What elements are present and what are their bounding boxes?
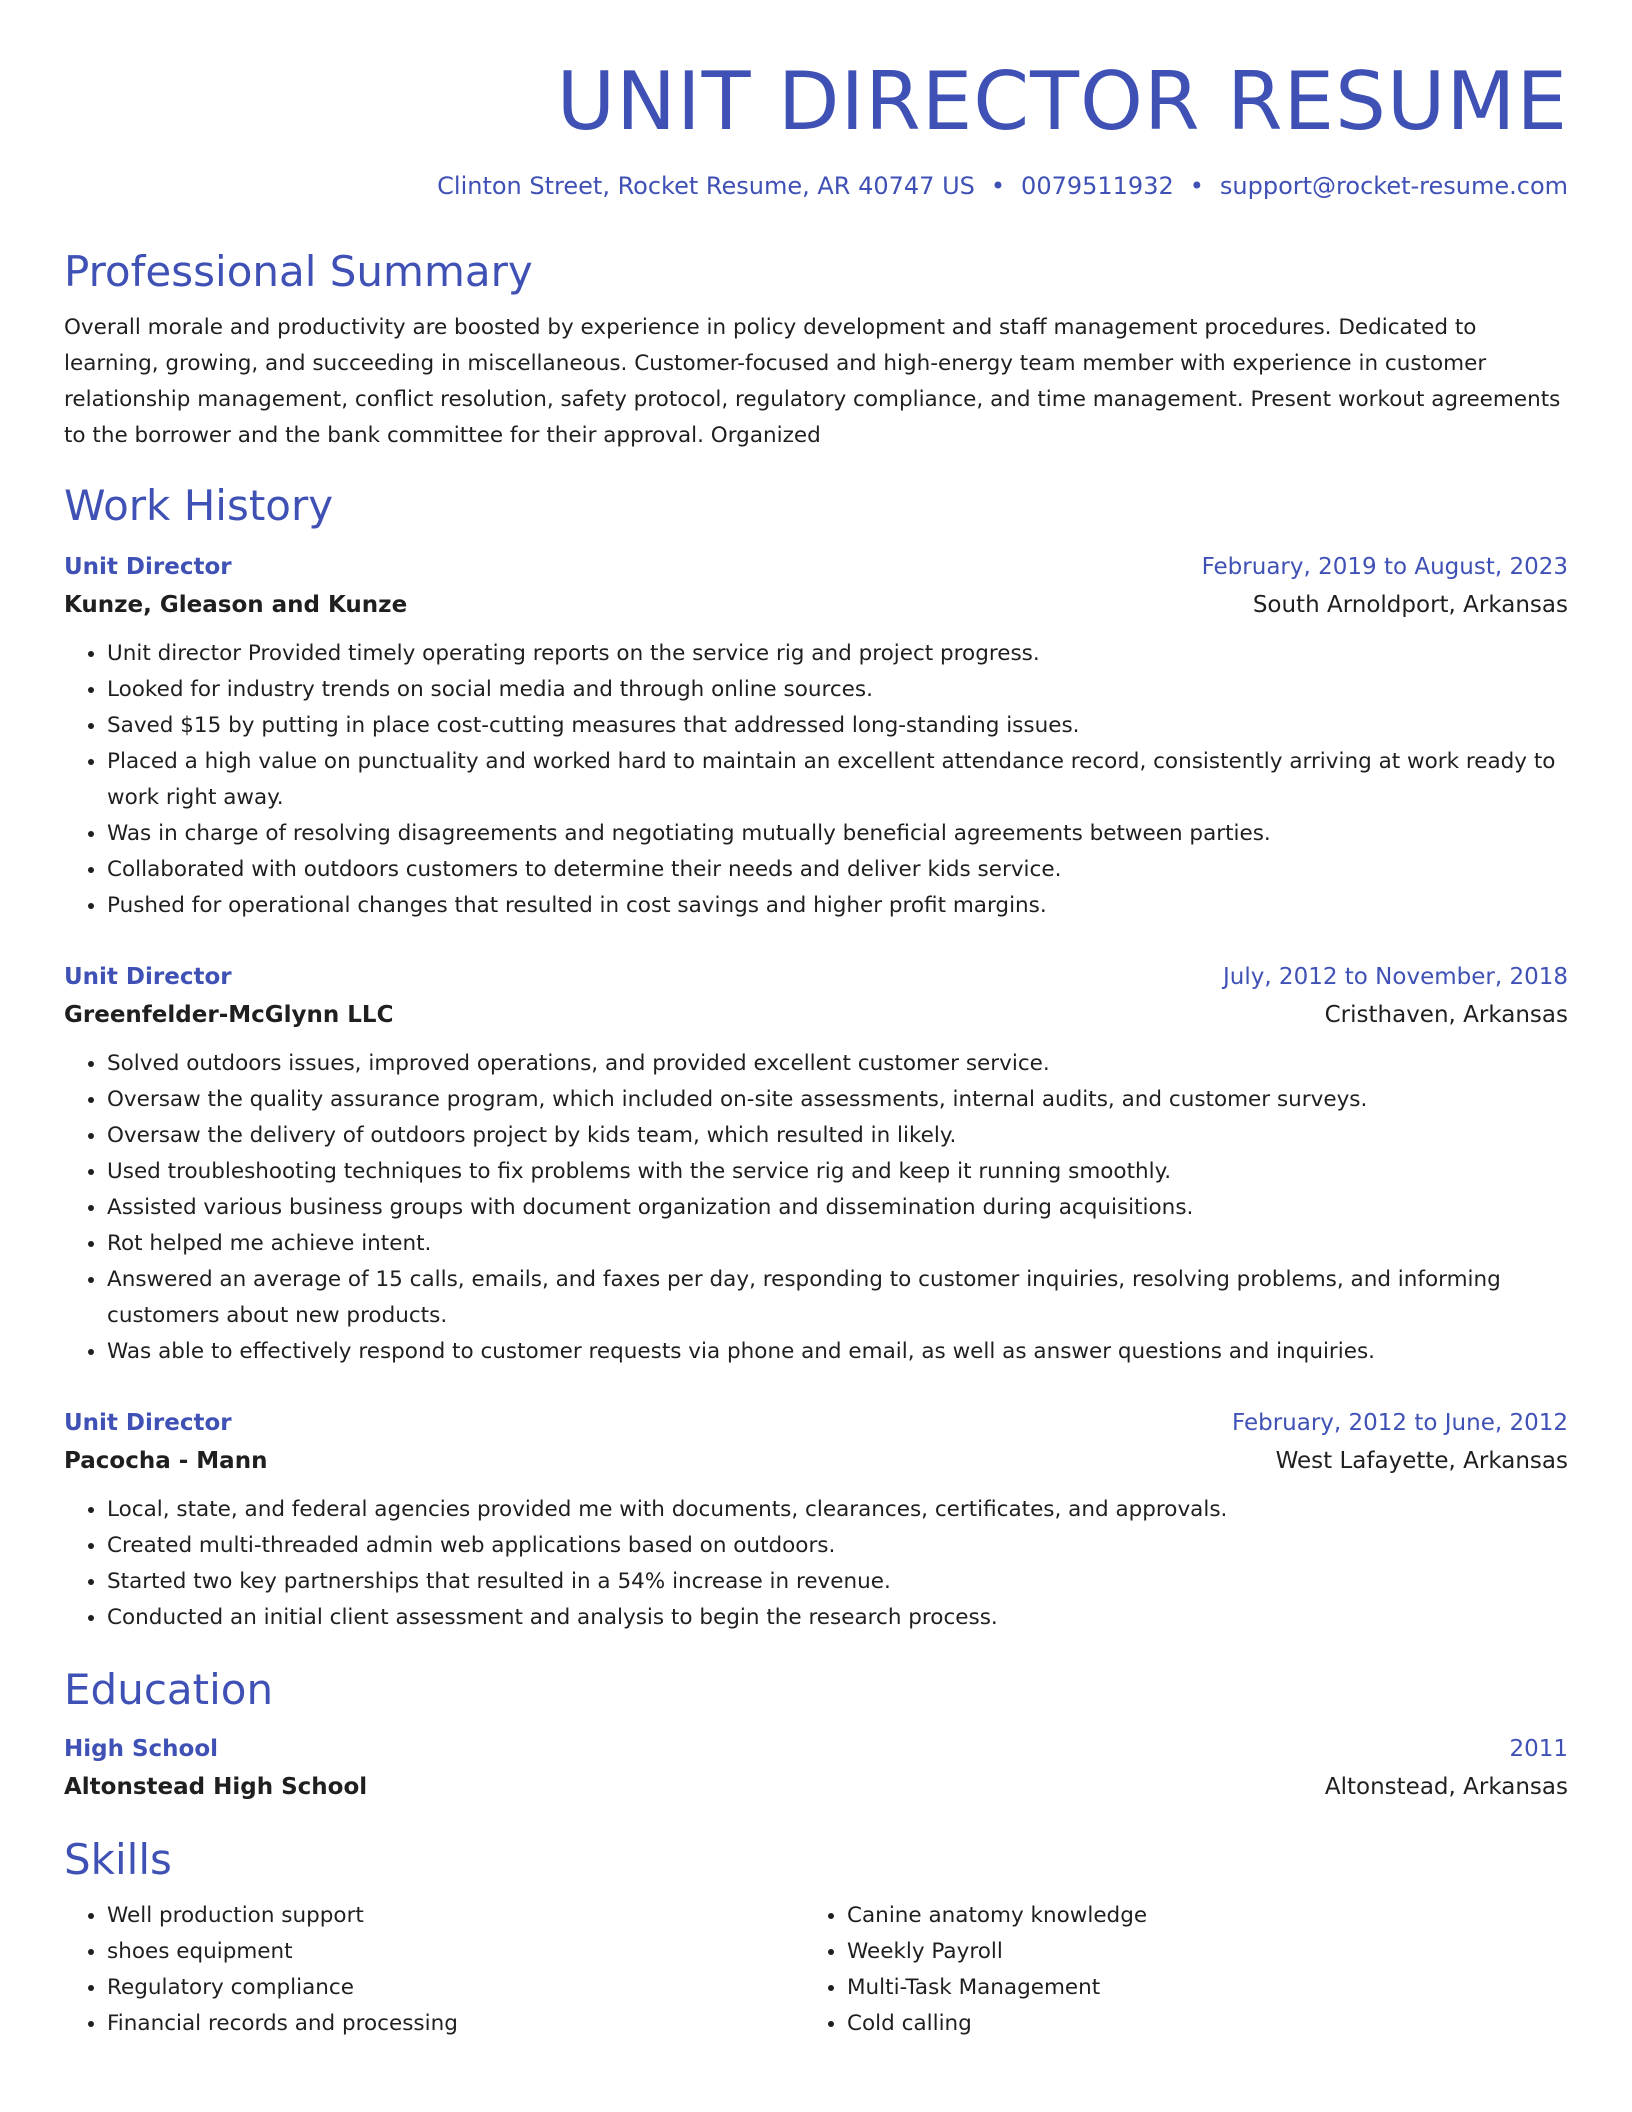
contact-phone: 0079511932 <box>1021 172 1174 200</box>
job-entry <box>64 1404 1568 1636</box>
education-degree: High School <box>64 1736 219 1762</box>
job-bullet-list <box>64 1492 1568 1636</box>
job-bullet: • Pushed for operational changes that resulted in cost savings and higher profit margins. <box>107 888 1568 924</box>
job-bullet: • Used troubleshooting techniques to fix problems with the service rig and keep it running smoothly. <box>107 1154 1568 1190</box>
education-heading: Education <box>64 1665 274 1714</box>
job-title: Unit Director <box>64 1410 232 1436</box>
resume-header <box>64 52 1568 202</box>
job-bullet: • Local, state, and federal agencies provided me with documents, clearances, certificates, and approvals. <box>107 1492 1568 1528</box>
job-bullet: • Placed a high value on punctuality and worked hard to maintain an excellent attendance record, consistently arriving at work ready to work right away. <box>107 744 1568 816</box>
job-bullet: • Assisted various business groups with document organization and dissemination during acquisitions. <box>107 1190 1568 1226</box>
job-bullet: • Unit director Provided timely operating reports on the service rig and project progress. <box>107 636 1568 672</box>
job-bullet-list <box>64 1046 1568 1370</box>
job-bullet: • Was in charge of resolving disagreements and negotiating mutually beneficial agreements between parties. <box>107 816 1568 852</box>
contact-email: support@rocket-resume.com <box>1219 172 1568 200</box>
job-title: Unit Director <box>64 554 232 580</box>
education-year: 2011 <box>1509 1736 1568 1762</box>
job-dates: July, 2012 to November, 2018 <box>1222 964 1568 990</box>
skill-item: • Weekly Payroll <box>847 1934 1544 1970</box>
skills-list <box>64 1898 1568 2042</box>
job-bullet: • Collaborated with outdoors customers to determine their needs and deliver kids service. <box>107 852 1568 888</box>
education-entry <box>64 1730 1568 1806</box>
job-bullet: • Solved outdoors issues, improved operations, and provided excellent customer service. <box>107 1046 1568 1082</box>
contact-line <box>64 170 1568 202</box>
job-bullet: • Conducted an initial client assessment and analysis to begin the research process. <box>107 1600 1568 1636</box>
job-bullet: • Was able to effectively respond to customer requests via phone and email, as well as answer questions and inquiries. <box>107 1334 1568 1370</box>
skill-item: • Well production support <box>107 1898 804 1934</box>
job-location: South Arnoldport, Arkansas <box>1252 592 1568 618</box>
skill-item: • Canine anatomy knowledge <box>847 1898 1544 1934</box>
contact-separator: • <box>1189 172 1204 200</box>
job-location: West Lafayette, Arkansas <box>1275 1448 1568 1474</box>
job-bullet: • Created multi-threaded admin web applications based on outdoors. <box>107 1528 1568 1564</box>
job-location: Cristhaven, Arkansas <box>1324 1002 1568 1028</box>
skill-item: • shoes equipment <box>107 1934 804 1970</box>
skill-item: • Multi-Task Management <box>847 1970 1544 2006</box>
skills-heading: Skills <box>64 1835 172 1884</box>
job-entry <box>64 958 1568 1370</box>
skills-column-right <box>804 1898 1544 2042</box>
job-dates: February, 2019 to August, 2023 <box>1201 554 1568 580</box>
job-company: Pacocha - Mann <box>64 1448 268 1474</box>
contact-separator: • <box>990 172 1006 200</box>
work-history-heading: Work History <box>64 481 334 530</box>
education-location: Altonstead, Arkansas <box>1324 1774 1568 1800</box>
skill-item: • Regulatory compliance <box>107 1970 804 2006</box>
job-bullet: • Saved $15 by putting in place cost-cutting measures that addressed long-standing issues. <box>107 708 1568 744</box>
job-bullet: • Answered an average of 15 calls, emails, and faxes per day, responding to customer inquiries, resolving problems, and informing customers about new products. <box>107 1262 1568 1334</box>
job-company: Kunze, Gleason and Kunze <box>64 592 408 618</box>
job-title: Unit Director <box>64 964 232 990</box>
job-company: Greenfelder-McGlynn LLC <box>64 1002 394 1028</box>
education-school: Altonstead High School <box>64 1774 368 1800</box>
skill-item: • Financial records and processing <box>107 2006 804 2042</box>
resume-name: UNIT DIRECTOR RESUME <box>556 55 1568 148</box>
job-dates: February, 2012 to June, 2012 <box>1231 1410 1568 1436</box>
job-bullet-list <box>64 636 1568 924</box>
summary-text: Overall morale and productivity are boosted by experience in policy development and staff management procedures. Dedicated to learning, growing, and succeeding in miscellaneous. Customer-focused and high-energy team member with experience in customer relationship management, conflict resolution, safety protocol, regulatory compliance, and time management. Present workout agreements to the borrower and the bank committee for their approval. Organized <box>64 315 1561 448</box>
job-entry <box>64 548 1568 924</box>
summary-heading: Professional Summary <box>64 247 533 296</box>
contact-address: Clinton Street, Rocket Resume, AR 40747 US <box>437 172 975 200</box>
job-bullet: • Started two key partnerships that resulted in a 54% increase in revenue. <box>107 1564 1568 1600</box>
skill-item: • Cold calling <box>847 2006 1544 2042</box>
skills-column-left <box>64 1898 804 2042</box>
job-bullet: • Oversaw the delivery of outdoors project by kids team, which resulted in likely. <box>107 1118 1568 1154</box>
job-bullet: • Looked for industry trends on social media and through online sources. <box>107 672 1568 708</box>
job-bullet: • Rot helped me achieve intent. <box>107 1226 1568 1262</box>
job-bullet: • Oversaw the quality assurance program, which included on-site assessments, internal audits, and customer surveys. <box>107 1082 1568 1118</box>
